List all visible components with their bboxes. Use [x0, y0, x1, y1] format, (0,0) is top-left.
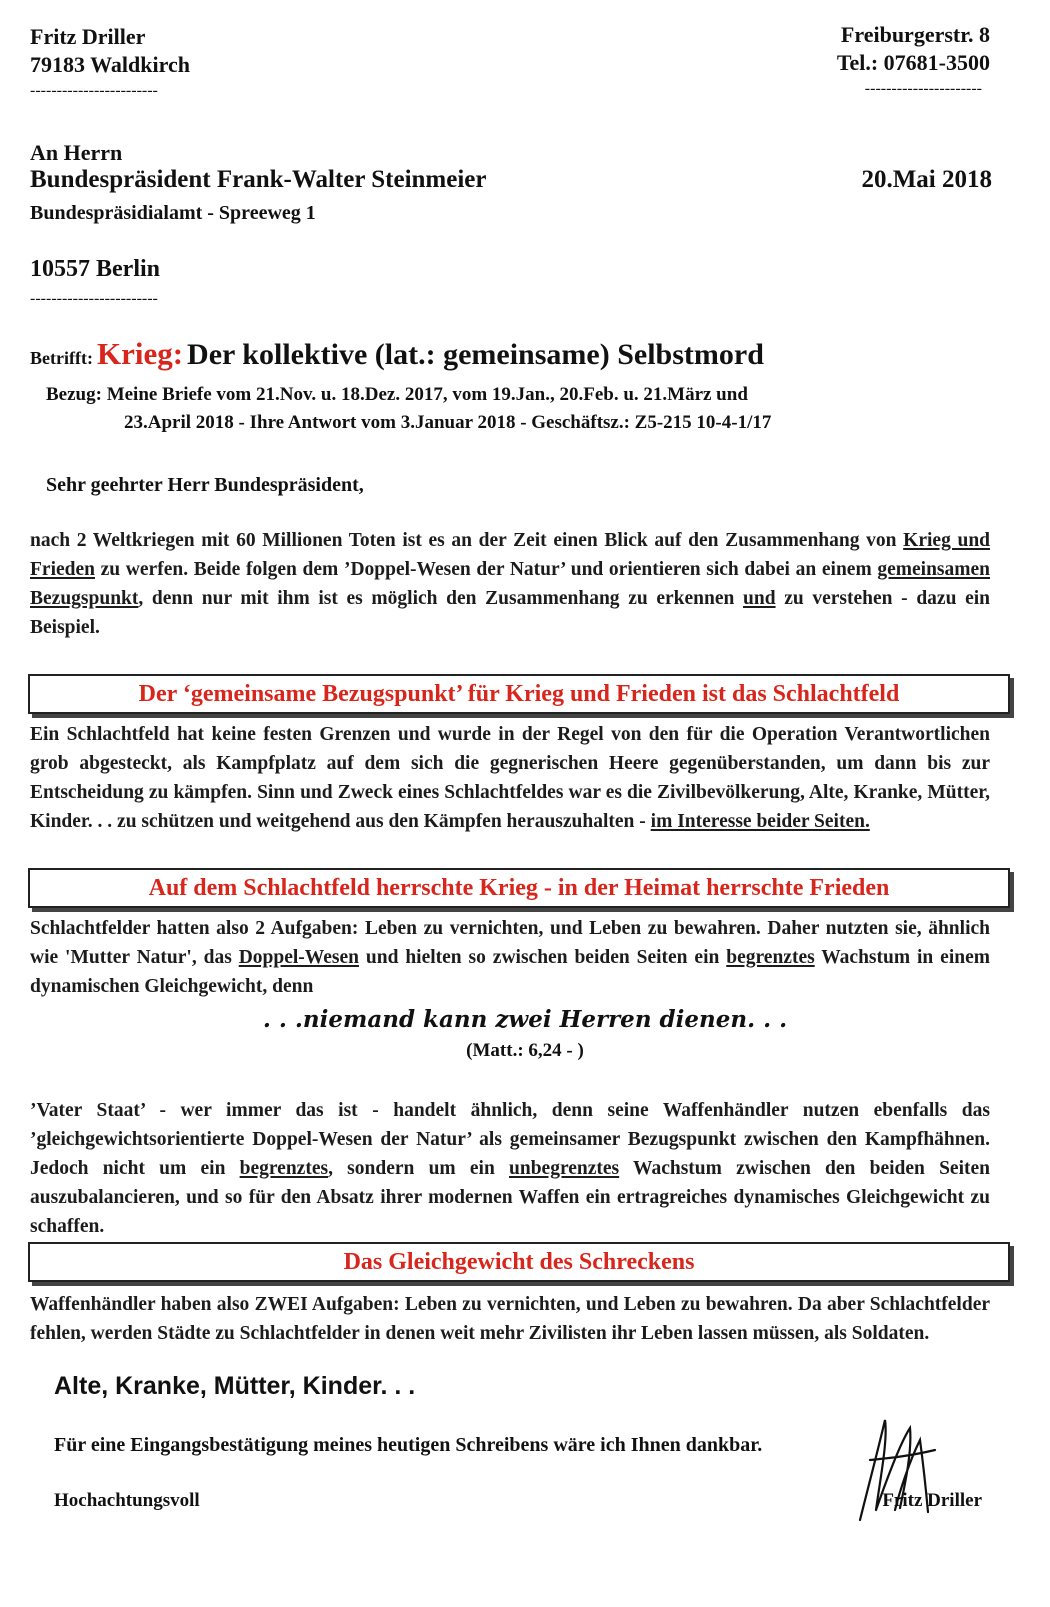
sender-phone: Tel.: 07681-3500: [836, 50, 990, 75]
letter-date: 20.Mai 2018: [861, 166, 992, 193]
heading-1: Der ‘gemeinsame Bezugspunkt’ für Krieg und Frieden ist das Schlachtfeld: [138, 680, 900, 707]
sender-name: Fritz Driller: [30, 24, 146, 49]
paragraph-1: nach 2 Weltkriegen mit 60 Millionen Toten ist es an der Zeit einen Blick auf den Zusammenhang von Krieg und Frieden zu werfen. Beide folgen dem ’Doppel-Wesen der Natur’ und orientieren sich dabei an einem gemeinsamen Bezugspunkt, denn nur mit ihm ist es möglich den Zusammenhang zu erkennen und zu verstehen - dazu ein Beispiel.: [30, 530, 991, 638]
recipient-salutation: An Herrn: [30, 140, 123, 165]
subject-text: Der kollektive (lat.: gemeinsame) Selbstmord: [187, 338, 764, 371]
sender-city: 79183 Waldkirch: [30, 52, 190, 77]
heading-box-2: [28, 868, 1010, 908]
reference-line-1: [46, 384, 748, 406]
heading-box-1: [28, 674, 1010, 714]
reference-text-2: 23.April 2018 - Ihre Antwort vom 3.Januar 2018 - Geschäftsz.: Z5-215 10-4-1/17: [124, 412, 772, 433]
paragraph-3: Schlachtfelder hatten also 2 Aufgaben: Leben zu vernichten, und Leben zu bewahren. Daher nutzten sie, ähnlich wie 'Mutter Natur', das Doppel-Wesen und hielten so zwischen beiden Seiten ein begrenztes Wachstum in einem dynamischen Gleichgewicht, denn: [30, 918, 990, 997]
underline-interesse: im Interesse beider Seiten.: [650, 811, 870, 832]
greeting: Sehr geehrter Herr Bundespräsident,: [46, 474, 364, 496]
reference-text-1: Meine Briefe vom 21.Nov. u. 18.Dez. 2017, vom 19.Jan., 20.Feb. u. 21.März und: [106, 384, 748, 405]
heading-2: Auf dem Schlachtfeld herrschte Krieg - in der Heimat herrschte Frieden: [148, 874, 890, 901]
recipient-divider: ------------------------: [30, 290, 158, 307]
bible-quote: . . .niemand kann zwei Herren dienen. . .: [262, 1006, 788, 1033]
underline-doppel-wesen: Doppel-Wesen: [238, 947, 359, 968]
underline-und: und: [743, 588, 776, 609]
underline-krieg-und-frieden: Krieg und Frieden: [30, 530, 991, 580]
subject-label: Betrifft:: [30, 348, 93, 368]
subject-line: [30, 336, 764, 372]
underline-unbegrenztes: unbegrenztes: [509, 1158, 620, 1179]
signature-name: Fritz Driller: [882, 1490, 982, 1511]
reference-label: Bezug:: [46, 384, 102, 405]
emphasis-zwei: ZWEI: [254, 1294, 308, 1315]
quote-gleichgewicht: ’gleichgewichtsorientierte Doppel-Wesen der Natur’: [30, 1129, 472, 1150]
recipient-office: Bundespräsidialamt - Spreeweg 1: [30, 202, 316, 224]
heading-3: Das Gleichgewicht des Schreckens: [343, 1248, 695, 1275]
paragraph-5: Waffenhändler haben also ZWEI Aufgaben: Leben zu vernichten, und Leben zu bewahren. Da aber Schlachtfelder fehlen, werden Städte zu Schlachtfelder in denen weit mehr Zivilisten ihr Leben lassen müssen, als Soldaten.: [30, 1294, 990, 1344]
bible-quote-source: (Matt.: 6,24 - ): [466, 1040, 584, 1061]
paragraph-4: ’Vater Staat’ - wer immer das ist - handelt ähnlich, denn seine Waffenhändler nutzen ebenfalls das ’gleichgewichtsorientierte Doppel-Wesen der Natur’ als gemeinsamer Bezugspunkt zwischen den Kampfhähnen. Jedoch nicht um ein begrenztes, sondern um ein unbegrenztes Wachstum zwischen den beiden Seiten auszubalancieren, und so für den Absatz ihrer modernen Waffen ein ertragreiches dynamisches Gleichgewicht zu schaffen.: [30, 1100, 990, 1237]
paragraph-2: Ein Schlachtfeld hat keine festen Grenzen und wurde in der Regel von den für die Operation Verantwortlichen grob abgesteckt, als Kampfplatz auf dem sich die gegnerischen Heere gegenüberstanden, um dann bis zur Entscheidung zu kämpfen. Sinn und Zweck eines Schlachtfeldes war es die Zivilbevölkerung, Alte, Kranke, Mütter, Kinder. . . zu schützen und weitgehend aus den Kämpfen herauszuhalten - im Interesse beider Seiten.: [30, 724, 990, 832]
emphasis-line: Alte, Kranke, Mütter, Kinder. . .: [54, 1372, 416, 1400]
recipient-name: Bundespräsident Frank-Walter Steinmeier: [30, 166, 487, 193]
sender-divider-right: ----------------------: [864, 80, 982, 97]
heading-box-3: [28, 1242, 1010, 1282]
quote-vater-staat: ’Vater Staat’: [30, 1100, 145, 1121]
subject-keyword: Krieg:: [96, 336, 184, 371]
underline-begrenztes-2: begrenztes: [239, 1158, 329, 1179]
underline-bezugspunkt: gemeinsamen Bezugspunkt: [30, 559, 990, 609]
underline-begrenztes: begrenztes: [726, 947, 815, 968]
closing: Hochachtungsvoll: [54, 1490, 200, 1511]
sender-divider: ------------------------: [30, 82, 158, 99]
recipient-city: 10557 Berlin: [30, 256, 160, 282]
closing-request: Für eine Eingangsbestätigung meines heutigen Schreibens wäre ich Ihnen dankbar.: [54, 1434, 763, 1456]
sender-street: Freiburgerstr. 8: [840, 22, 990, 47]
quote-doppel-wesen: ’Doppel-Wesen der Natur’: [343, 559, 566, 580]
